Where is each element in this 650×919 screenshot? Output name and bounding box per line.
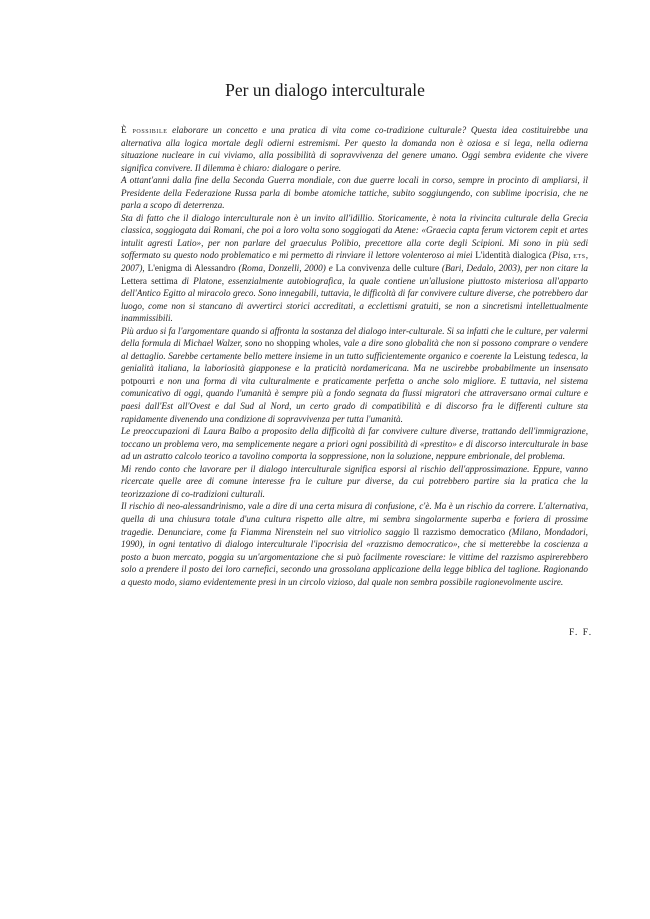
title-citation: ets xyxy=(573,250,586,261)
paragraph-text: e non una forma di vita culturalmente e praticamente perfetta o anche solo migliore. E tuttavia, nel sistema comunicativo di oggi, quando l'umanità è sempre più a fondo segnata da flussi migratori che attraversano ormai culture e paesi dall'Est all'Ovest e dal Sud al Nord, un certo grado di compatibilità e di discorso fra le differenti culture sta rapidamente divenendo una condizione di sopravvivenza per tutta l'umanità. xyxy=(121,375,588,424)
paragraph-text: Le preoccupazioni di Laura Balbo a proposito della difficoltà di far convivere culture diverse, trattando dell'immigrazione, toccano un problema vero, ma semplicemente negare a priori ogni possibilità di «prestito» e di discorso interculturale in base ad un astratto calcolo teorico a tavolino comporta la soppressione, non la soluzione, neppure embrionale, del problema. xyxy=(121,426,588,462)
lead-in-smallcaps: È possibile xyxy=(121,125,168,135)
title-citation: Il razzismo democratico xyxy=(413,526,506,537)
paragraph xyxy=(121,212,588,325)
paragraph xyxy=(121,425,588,463)
paragraph-text: , 2007), xyxy=(121,250,588,274)
title-citation: Leistung xyxy=(513,350,546,361)
paragraph xyxy=(121,500,588,588)
paragraph xyxy=(121,463,588,501)
paragraph-text: Mi rendo conto che lavorare per il dialogo interculturale significa esporsi al rischio dell'approssimazione. Eppure, vanno ricercate quelle aree di comune interesse fra le culture pur diverse, da cui potrebbero partire sia la pratica che la teorizzazione di co-tradizioni culturali. xyxy=(121,463,588,499)
paragraph-text: (Roma, Donzelli, 2000) e xyxy=(235,263,336,274)
page-title: Per un dialogo interculturale xyxy=(225,80,425,100)
title-citation: La convivenza delle culture xyxy=(335,263,440,274)
paragraph-text: Il rischio di neo-alessandrinismo, vale a dire di una certa misura di confusione, c'è. Ma è un rischio da correre. L'alternativa, quella di una chiusura totale d'una cultura rispetto alle altre, mi sembra singolarmente superba e foriera di prossime tragedie. Denunciare, come fa Fiamma Nirenstein nel suo vitriolico saggio xyxy=(121,501,588,537)
author-signature: F. F. xyxy=(569,628,593,638)
title-citation: L'enigma di Alessandro xyxy=(147,263,236,274)
paragraph xyxy=(121,174,588,212)
paragraph-text: tedesca, la genialità italiana, la laboriosità giapponese e la praticità nordamericana. Ma ne uscirebbe probabilmente un insensato xyxy=(121,350,588,374)
paragraph-text: (Bari, Dedalo, 2003), per non citare la xyxy=(439,263,589,274)
title-citation: Lettera settima xyxy=(121,275,178,286)
paragraph-text: elaborare un concetto e una pratica di vita come co-tradizione culturale? Questa idea costituirebbe una alternativa alla logica mortale degli odierni estremismi. Per questo la domanda non è oziosa e si lega, nella odierna situazione nucleare in cui viviamo, alla possibilità di sopravvivenza del genere umano. Oggi sembra evidente che vivere significa convivere. Il dilemma è chiaro: dialogare o perire. xyxy=(121,125,589,173)
title-citation: potpourri xyxy=(121,375,156,386)
paragraph-text: A ottant'anni dalla fine della Seconda Guerra mondiale, con due guerre locali in corso, sempre in procinto di ampliarsi, il Presidente della Federazione Russa parla di bombe atomiche tattiche, subito soggiungendo, con sublime ipocrisia, che ne parla a scopo di deterrenza. xyxy=(121,175,588,211)
title-citation: no shopping wholes xyxy=(264,338,339,349)
paragraph-text: , vale a dire sono globalità che non si possono comprare o vendere al dettaglio. Sarebbe certamente bello mettere insieme in un tutto sufficientemente organico e coerente la xyxy=(121,338,588,361)
paragraph-text: Sta di fatto che il dialogo interculturale non è un invito all'idillio. Storicamente, è nota la rivincita culturale della Grecia classica, soggiogata dai Romani, che poi a loro volta sono soggiogati da Atene: «Graecia capta ferum victorem cepit et artes intulit agresti Latio», per non parlare del graeculus Polibio, precettore alla corte degli Scipioni. Mi sono in più sedi soffermato su questo nodo problematico e mi permetto di rinviare il lettore volenteroso ai miei xyxy=(121,212,588,261)
paragraph xyxy=(121,325,588,425)
paragraph-text: (Pisa, xyxy=(546,250,574,261)
article-body xyxy=(121,124,588,588)
title-citation: L'identità dialogica xyxy=(475,250,547,261)
paragraph-text: di Platone, essenzialmente autobiografica, la quale contiene un'allusione piuttosto misteriosa all'apparto dell'Antico Egitto al miracolo greco. Sono innegabili, tuttavia, le difficoltà di far convivere culture diverse, che potrebbero dar luogo, come non si stancano di avvertirci storici accreditati, a ecclettismi gratuiti, se non a sincretismi intellettualmente inammissibili. xyxy=(121,275,588,324)
paragraph xyxy=(121,124,588,174)
paragraph-text: Più arduo si fa l'argomentare quando si affronta la sostanza del dialogo inter-culturale. Si sa infatti che le culture, per valermi della formula di Michael Walzer, sono xyxy=(121,325,588,349)
paragraph-text: (Milano, Mondadori, 1990), in ogni tentativo di dialogo interculturale l'ipocrisia del «razzismo democratico», che si metterebbe la coscienza a posto a buon mercato, poggia su un'argomentazione che si può facilmente rovesciare: le vittime del razzismo aspirerebbero solo a prendere il posto dei loro carnefici, secondo una grossolana applicazione della legge biblica del taglione. Ragionando a questo modo, siamo evidentemente presi in un circolo vizioso, dal quale non sembra possibile ragionevolmente uscire. xyxy=(121,526,588,587)
